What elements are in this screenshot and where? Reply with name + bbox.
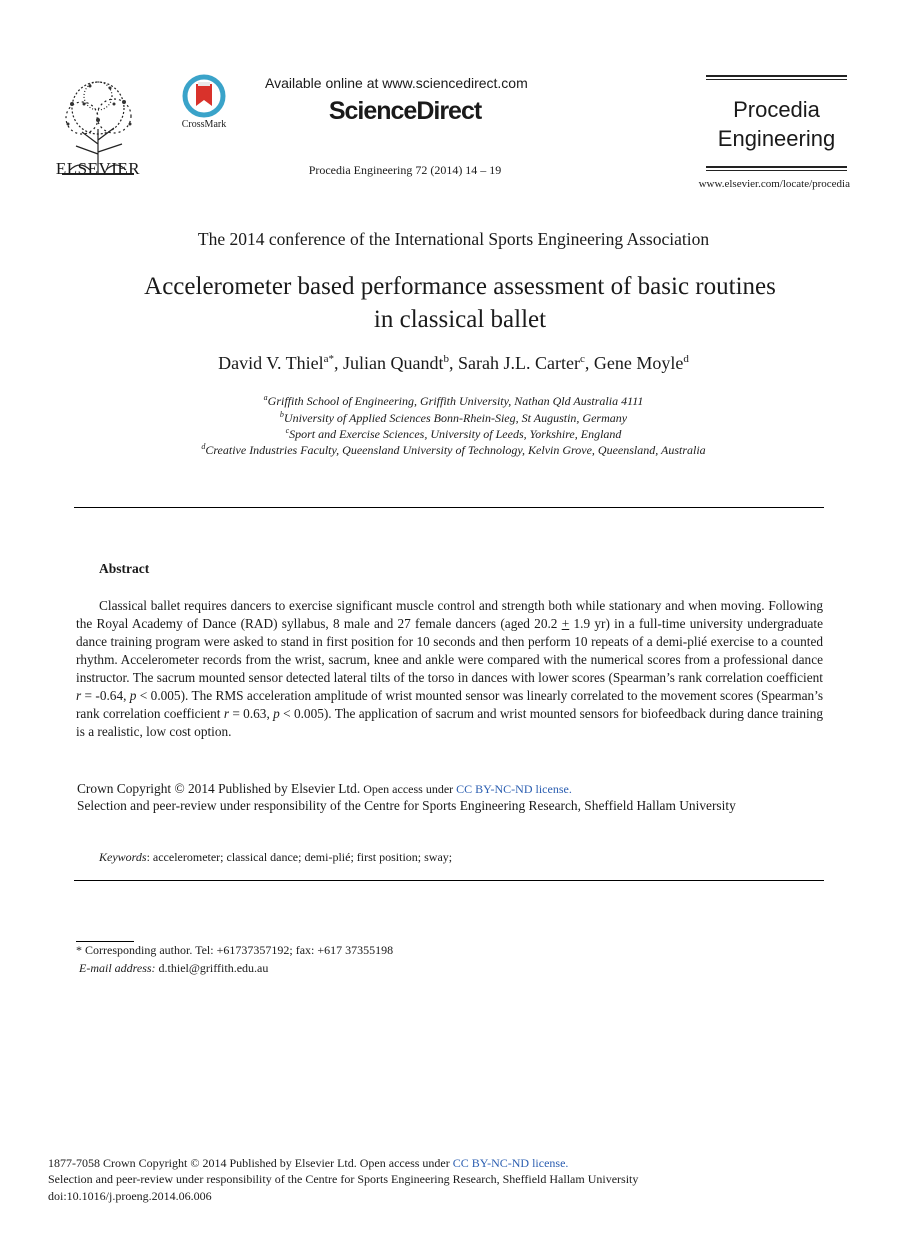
affiliation-mark: a (263, 393, 268, 402)
section-divider (74, 507, 824, 508)
abstract-heading: Abstract (99, 561, 150, 576)
affiliation-text: Griffith School of Engineering, Griffith University, Nathan Qld Australia 4111 (267, 394, 644, 408)
keywords-line (99, 850, 819, 865)
copyright-text: Crown Copyright © 2014 Published by Elsevier Ltd. (77, 781, 361, 796)
issn-line (48, 1156, 568, 1171)
author-affiliation-mark: a* (323, 353, 335, 365)
affiliation-mark: b (279, 410, 284, 419)
email-label: E-mail address: (79, 961, 156, 975)
plus-minus-sign: + (561, 616, 570, 631)
email-note (79, 961, 268, 976)
journal-rule-bottom-thin (706, 170, 847, 171)
journal-url-link[interactable]: www.elsevier.com/locate/procedia (698, 178, 850, 190)
issn-text: 1877-7058 Crown Copyright © 2014 Published by Elsevier Ltd. Open access under (48, 1156, 453, 1170)
sciencedirect-logo[interactable]: ScienceDirect (328, 97, 482, 125)
author-separator: , (584, 353, 594, 373)
section-divider (74, 880, 824, 881)
affiliation-text: University of Applied Sciences Bonn-Rhein-Sieg, St Augustin, Germany (283, 411, 628, 425)
affiliation-item (0, 410, 907, 426)
copyright-line (77, 781, 827, 797)
author-name: Julian Quandt (343, 353, 444, 373)
license-link[interactable]: CC BY-NC-ND license. (452, 1156, 569, 1170)
abstract-text: < 0.005). The RMS acceleration amplitude of wrist mounted sensor was linearly correlated to the movement scores (Spearman’s rank correlation coefficient (76, 688, 824, 721)
author-name: David V. Thiel (218, 353, 324, 373)
stat-symbol: r (76, 688, 82, 703)
paper-title-line1: Accelerometer based performance assessment of basic routines (144, 273, 776, 300)
affiliation-item (0, 426, 907, 442)
abstract-text: = 0.63, (229, 706, 274, 721)
journal-title-line2: Engineering (717, 126, 836, 151)
affiliation-mark: d (201, 442, 206, 451)
email-address[interactable]: d.thiel@griffith.edu.au (155, 961, 269, 975)
stat-symbol: r (223, 706, 230, 721)
keywords-label: Keywords (99, 850, 147, 864)
paper-title-line2: in classical ballet (373, 306, 547, 333)
journal-title-line1: Procedia (733, 97, 820, 122)
journal-citation: Procedia Engineering 72 (2014) 14 – 19 (308, 163, 502, 177)
author-separator: , (449, 353, 459, 373)
paper-title (60, 270, 860, 336)
author-list (0, 353, 907, 374)
open-access-text: Open access under (360, 782, 457, 796)
stat-symbol: p (129, 688, 137, 703)
publisher-name: ELSEVIER (55, 159, 141, 178)
bottom-peer-review: Selection and peer-review under responsibility of the Centre for Sports Engineering Research, Sheffield Hallam University (48, 1172, 639, 1186)
abstract-text: = -0.64, (81, 688, 130, 703)
author-name: Gene Moyle (593, 353, 684, 373)
available-online-text: Available online at www.sciencedirect.com (265, 75, 528, 91)
affiliation-item (0, 393, 907, 409)
footnote-rule (76, 941, 134, 942)
author-name: Sarah J.L. Carter (458, 353, 580, 373)
stat-symbol: p (273, 706, 280, 721)
license-link[interactable]: CC BY-NC-ND license. (456, 782, 572, 796)
peer-review-line: Selection and peer-review under responsibility of the Centre for Sports Engineering Research, Sheffield Hallam University (77, 798, 736, 813)
author-affiliation-mark: c (580, 353, 585, 365)
affiliation-item (0, 442, 907, 458)
journal-rule-bottom (706, 166, 847, 168)
journal-rule-top-thin (706, 79, 847, 80)
author-affiliation-mark: d (683, 353, 689, 365)
corresponding-author-note: * Corresponding author. Tel: +61737357192; fax: +617 37355198 (76, 943, 394, 957)
abstract-text: < 0.005). The application of sacrum and wrist mounted sensors for biofeedback during dance training is a realistic, low cost option. (76, 706, 823, 739)
crossmark-label: CrossMark (181, 119, 227, 130)
affiliation-text: Sport and Exercise Sciences, University of Leeds, Yorkshire, England (289, 427, 622, 441)
author-separator: , (334, 353, 344, 373)
author-affiliation-mark: b (443, 353, 450, 365)
abstract-body (76, 597, 823, 741)
affiliation-mark: c (285, 426, 290, 435)
affiliation-text: Creative Industries Faculty, Queensland University of Technology, Kelvin Grove, Queensland, Australia (205, 443, 706, 457)
keywords-text: : accelerometer; classical dance; demi-plié; first position; sway; (146, 850, 453, 864)
abstract-text: 1.9 yr) in a full-time university undergraduate dance training program were asked to stand in first position for 10 seconds and then perform 10 repeats of a demi-plié exercise to a counted rhythm. Accelerometer records from the wrist, sacrum, knee and ankle were compared with the numerical scores from a professional dance instructor. The sacrum mounted sensor detected lateral tilts of the torso in dances with lower scores (Spearman’s rank correlation coefficient (76, 616, 824, 685)
conference-name: The 2014 conference of the International Sports Engineering Association (197, 229, 710, 249)
doi-link[interactable]: doi:10.1016/j.proeng.2014.06.006 (48, 1189, 212, 1203)
journal-title (706, 95, 847, 153)
journal-rule-top (706, 75, 847, 77)
abstract-text: Classical ballet requires dancers to exercise significant muscle control and strength both while stationary and when moving. Following the Royal Academy of Dance (RAD) syllabus, 8 male and 27 female dancers (aged 20.2 (76, 598, 823, 631)
